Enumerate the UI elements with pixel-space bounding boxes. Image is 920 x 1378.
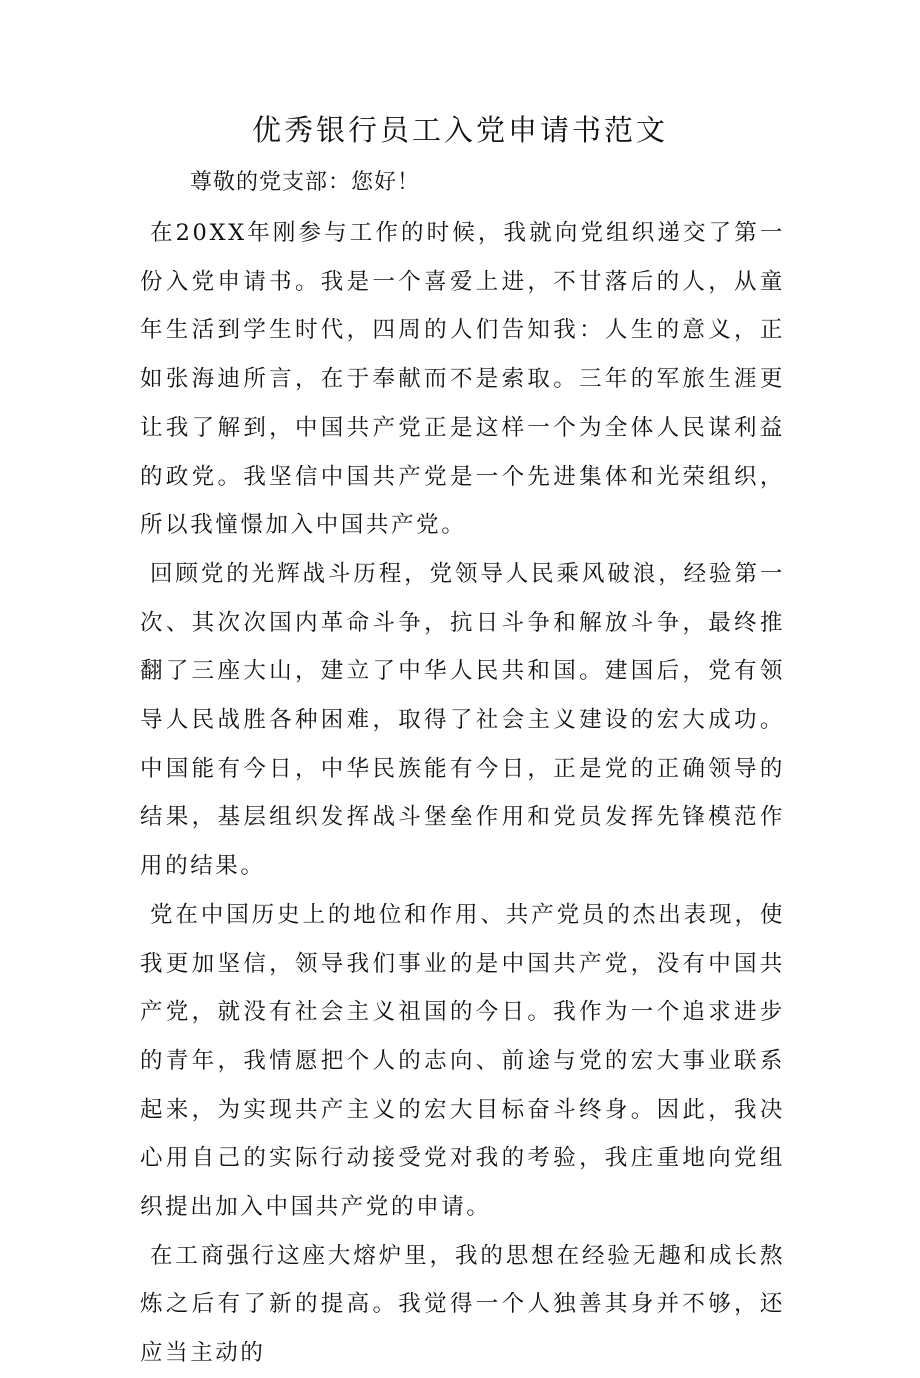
salutation: 尊敬的党支部：您好！ <box>190 170 421 195</box>
document-title: 优秀银行员工入党申请书范文 <box>251 113 668 147</box>
paragraph-1: 在20XX年刚参与工作的时候，我就向党组织递交了第一份入党申请书。我是一个喜爱上进，不甘落后的人，从童年生活到学生时代，四周的人们告知我：人生的意义，正如张海迪所言，在于奉献而不是索取。三年的军旅生涯更让我了解到，中国共产党正是这样一个为全体人民谋利益的政党。我坚信中国共产党是一个先进集体和光荣组织，所以我憧憬加入中国共产党。 <box>140 220 785 539</box>
paragraph-3: 党在中国历史上的地位和作用、共产党员的杰出表现，使我更加坚信，领导我们事业的是中国共产党，没有中国共产党，就没有社会主义祖国的今日。我作为一个追求进步的青年，我情愿把个人的志向、前途与党的宏大事业联系起来，为实现共产主义的宏大目标奋斗终身。因此，我决心用自己的实际行动接受党对我的考验，我庄重地向党组织提出加入中国共产党的申请。 <box>140 901 785 1221</box>
paragraph-2: 回顾党的光辉战斗历程，党领导人民乘风破浪，经验第一次、其次次国内革命斗争，抗日斗争和解放斗争，最终推翻了三座大山，建立了中华人民共和国。建国后，党有领导人民战胜各种困难，取得了社会主义建设的宏大成功。中国能有今日，中华民族能有今日，正是党的正确领导的结果，基层组织发挥战斗堡垒作用和党员发挥先锋模范作用的结果。 <box>140 560 785 880</box>
document-body <box>140 209 785 1378</box>
paragraph-4: 在工商强行这座大熔炉里，我的思想在经验无趣和成长熬炼之后有了新的提高。我觉得一个人独善其身并不够，还应当主动的 <box>140 1242 785 1367</box>
